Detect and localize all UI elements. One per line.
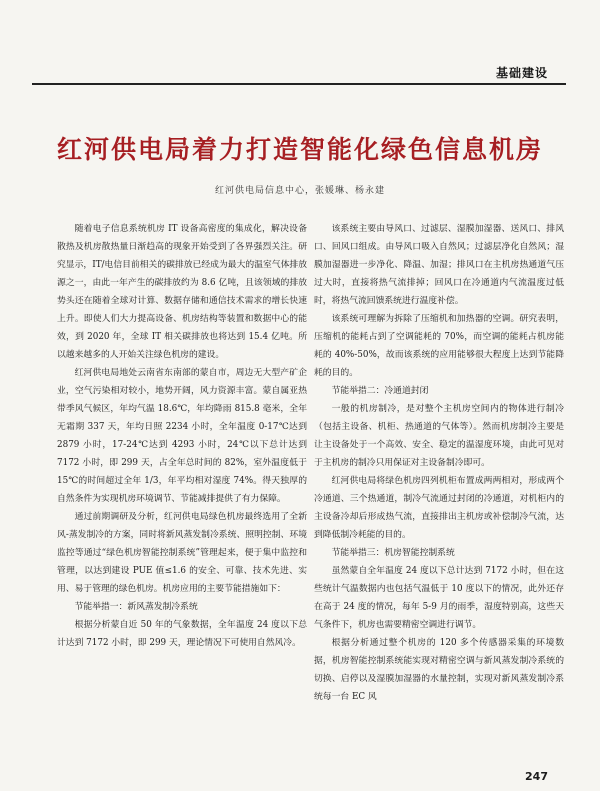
paragraph: 根据分析通过整个机房的 120 多个传感器采集的环境数据，机房智能控制系统能实现对精密空调与新风蒸发制冷系统的切换、启停以及湿膜加湿器的水量控制，实现对新风蒸发制冷系统每一台 EC 风	[314, 638, 564, 702]
paragraph: 通过前期调研及分析，红河供电局绿色机房最终选用了全新风-蒸发制冷的方案，同时将新风蒸发制冷系统、照明控制、环境监控等通过“绿色机房智能控制系统”管理起来，便于集中监控和管理，以达到建设 PUE 值≤1.6 的安全、可靠、技术先进、实用、易于管理的绿色机房。机房应用的主要节能措施如下：	[57, 512, 307, 594]
paragraph: 红河供电局地处云南省东南部的蒙自市，周边无大型产矿企业，空气污染相对较小，地势开阔，风力资源丰富。蒙自属亚热带季风气候区，年均气温 18.6℃，年均降雨 815.8 毫米，全年无霜期 337 天，年均日照 2234 小时，全年温度 0-17℃达到 2879 小时，17-24℃达到 4293 小时，24℃以下总计达到 7172 小时，即 299 天，占全年总时间的 82%，室外温度低于 15℃的时间超过全年 1/3，年平均相对湿度 74%。得天独厚的自然条件为实现机房环境调节、节能减排提供了有力保障。	[57, 368, 307, 504]
subheading: 节能举措一：新风蒸发制冷系统	[74, 602, 198, 612]
paragraph: 红河供电局将绿色机房四列机柜布置成两两相对，形成两个冷通道、三个热通道，制冷气流通过封闭的冷通道，对机柜内的主设备冷却后形成热气流，直接排出主机房或补偿制冷气流，达到降低制冷耗能的目的。	[314, 476, 564, 540]
page-number: 247	[525, 770, 548, 783]
paragraph: 根据分析蒙自近 50 年的气象数据，全年温度 24 度以下总计达到 7172 小时，即 299 天，理论情况下可使用自然风冷。	[57, 620, 307, 648]
subheading: 节能举措三：机房智能控制系统	[331, 548, 455, 558]
paragraph: 一般的机房制冷，是对整个主机房空间内的物体进行制冷（包括主设备、机柜、热通道的气体等）。然而机房制冷主要是让主设备处于一个高效、安全、稳定的温湿度环境，由此可见对于主机房的制冷只用保证对主设备制冷即可。	[314, 404, 564, 468]
subheading: 节能举措二：冷通道封闭	[331, 386, 429, 396]
right-column	[314, 220, 564, 706]
article-title: 红河供电局着力打造智能化绿色信息机房	[56, 135, 543, 164]
section-tag: 基础建设	[495, 66, 548, 80]
paragraph: 虽然蒙自全年温度 24 度以下总计达到 7172 小时，但在这些统计气温数据内也包括气温低于 10 度以下的情况，此外还存在高于 24 度的情况，每年 5-9 月的雨季，湿度特别高，这些天气条件下，机房也需要精密空调进行调节。	[314, 566, 564, 630]
paragraph: 该系统可理解为拆除了压缩机和加热器的空调。研究表明，压缩机的能耗占到了空调能耗的 70%，而空调的能耗占机房能耗的 40%-50%，故而该系统的应用能够很大程度上达到节能降耗的目的。	[314, 314, 564, 378]
article-byline: 红河供电局信息中心，张媛琳、杨永建	[214, 186, 385, 196]
left-column	[57, 220, 307, 652]
paragraph: 该系统主要由导风口、过滤层、湿膜加湿器、送风口、排风口、回风口组成。由导风口吸入自然风；过滤层净化自然风；湿膜加湿器进一步净化、降温、加湿；排风口在主机房热通道气压过大时，直接将热气流排掉；回风口在冷通道内气流温度过低时，将热气流回馈系统进行温度补偿。	[314, 224, 564, 306]
header-rule	[32, 83, 566, 85]
paragraph: 随着电子信息系统机房 IT 设备高密度的集成化，解决设备散热及机房散热量日渐趋高的现象开始受到了各界强烈关注。研究显示，IT/电信目前相关的碳排放已经成为最大的温室气体排放源之一，由此一年产生的碳排放约为 8.6 亿吨，且该领域的排放势头还在随着全球对计算、数据存储和通信技术需求的增长快速上升。即使人们大力提高设备、机房结构等装置和数据中心的能效，到 2020 年，全球 IT 相关碳排放也将达到 15.4 亿吨。所以越来越多的人开始关注绿色机房的建设。	[57, 224, 307, 360]
